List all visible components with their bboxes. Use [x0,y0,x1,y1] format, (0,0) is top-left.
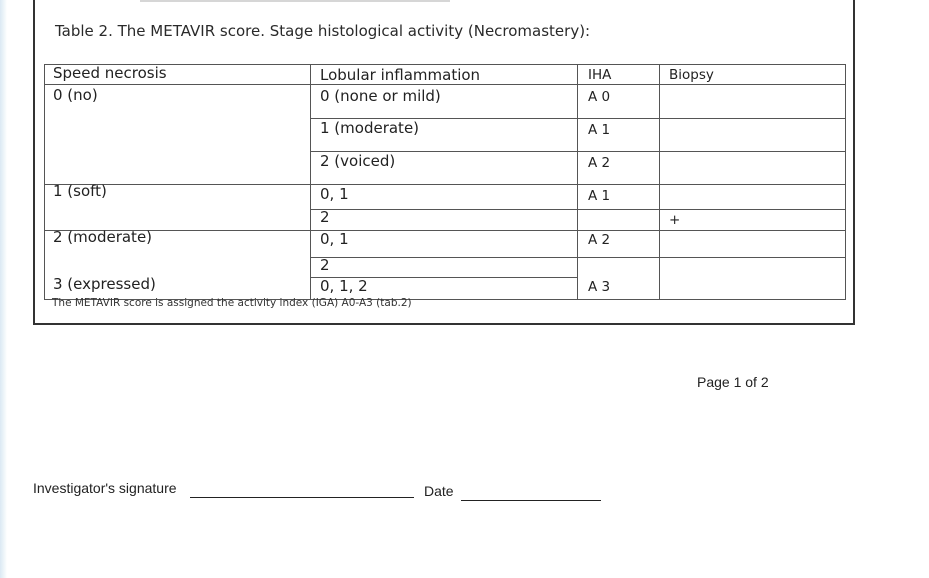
inflammation-4: 2 [320,208,330,226]
necrosis-3: 3 (expressed) [53,275,156,293]
inflammation-3: 0, 1 [320,185,349,203]
table-col-line [310,64,311,300]
signature-label: Investigator's signature [33,480,177,496]
page-number: Page 1 of 2 [697,374,769,390]
iha-5: A 3 [588,279,611,295]
header-iha: IHA [588,67,612,83]
iha-3: A 1 [588,188,611,204]
table-row-line [44,84,846,85]
table-row-line [310,257,846,258]
necrosis-0: 0 (no) [53,86,98,104]
table-col-line [659,64,660,300]
header-biopsy: Biopsy [669,67,714,83]
table-caption: Table 2. The METAVIR score. Stage histological activity (Necromastery): [55,22,591,40]
metavir-table [44,64,846,300]
inflammation-1: 1 (moderate) [320,119,420,137]
inflammation-6: 2 [320,256,330,274]
iha-0: A 0 [588,89,611,105]
necrosis-1: 1 (soft) [53,182,107,200]
header-speed-necrosis: Speed necrosis [53,64,167,82]
necrosis-2: 2 (moderate) [53,228,153,246]
table-row-line [44,184,846,185]
date-label: Date [424,483,454,499]
inflammation-7: 0, 1, 2 [320,277,368,295]
table-border-left [44,64,45,300]
iha-2: A 2 [588,155,611,171]
table-row-line [44,230,846,231]
inflammation-0: 0 (none or mild) [320,87,441,105]
page-left-edge [0,0,7,578]
table-col-line [577,64,578,300]
iha-1: A 1 [588,122,611,138]
table-border-right [845,64,846,300]
date-line [461,500,601,501]
biopsy-plus: + [669,212,681,228]
table-row-line [310,209,846,210]
iha-4: A 2 [588,232,611,248]
table-footnote: The METAVIR score is assigned the activity index (IGA) A0-A3 (tab.2) [52,297,412,309]
inflammation-5: 0, 1 [320,230,349,248]
signature-line [190,497,414,498]
header-lobular-inflammation: Lobular inflammation [320,66,481,84]
inflammation-2: 2 (voiced) [320,152,396,170]
